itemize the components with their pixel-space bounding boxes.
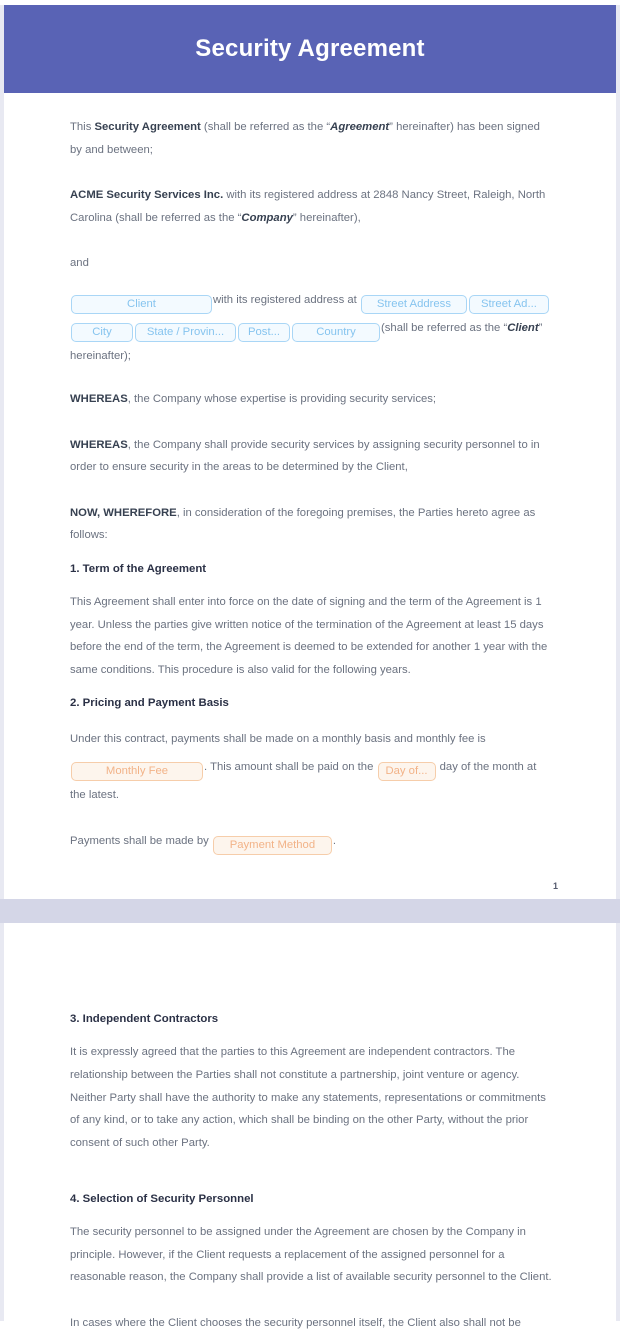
now-wherefore-bold: NOW, WHEREFORE — [70, 506, 177, 519]
section-2-line1-pre: Under this contract, payments shall be made on a monthly basis and monthly fee is — [70, 733, 486, 746]
document-header-banner — [4, 5, 616, 93]
now-wherefore-rest: , in consideration of the foregoing premises, the Parties hereto agree as follows: — [70, 506, 536, 542]
section-4-body-2-partial: In cases where the Client chooses the security personnel itself, the Client also shall not be — [70, 1317, 521, 1330]
company-ital-company: Company — [241, 211, 293, 224]
whereas-1-rest: , the Company whose expertise is providing security services; — [127, 392, 437, 405]
page-break-gap — [0, 899, 620, 923]
city-field[interactable]: City — [71, 323, 133, 342]
section-2-line2-pre: Payments shall be made by — [70, 835, 209, 848]
client-line-text-between: with its registered address at — [213, 293, 357, 306]
client-line-suffix-post: ” hereinafter); — [70, 321, 543, 362]
section-4-body: The security personnel to be assigned under the Agreement are chosen by the Company in principle. However, if the Client requests a replacement of the assigned personnel for a reasonable reason, the Company shall provide a list of available security personnel to the Client. — [70, 1226, 552, 1284]
whereas-2-bold: WHEREAS — [70, 438, 128, 451]
day-of-month-field[interactable]: Day of... — [378, 762, 436, 781]
section-2-line2-post: . — [332, 835, 337, 848]
country-field[interactable]: Country — [292, 323, 380, 342]
page-1-body — [4, 93, 616, 873]
intro-bold-security-agreement: Security Agreement — [94, 121, 201, 133]
section-2-line1-post: day of the month at the latest. — [70, 761, 537, 802]
section-4-heading: 4. Selection of Security Personnel — [70, 1193, 254, 1206]
paragraph-now-wherefore — [70, 502, 552, 547]
client-details-line — [70, 286, 552, 370]
section-2-heading: 2. Pricing and Payment Basis — [70, 697, 229, 710]
section-2-payment-method-line — [70, 827, 552, 855]
company-mid-2: ” hereinafter), — [292, 211, 361, 224]
section-3-heading: 3. Independent Contractors — [70, 1013, 219, 1026]
company-bold-name: ACME Security Services Inc. — [70, 189, 224, 202]
section-1-body: This Agreement shall enter into force on the date of signing and the term of the Agreement is 1 year. Unless the parties give written notice of the termination of the Agreement at least 15 days before the end of the term, the Agreement is deemed to be extended for another 1 year with the same conditions. This procedure is also valid for the following years. — [70, 595, 548, 676]
paragraph-and: and — [70, 257, 89, 270]
street-address-line-2-field[interactable]: Street Ad... — [469, 295, 549, 314]
paragraph-intro — [70, 116, 552, 161]
section-2-line1-mid: . This amount shall be paid on the — [204, 761, 374, 774]
section-2-payment-line — [70, 725, 552, 809]
document-page-1 — [4, 5, 616, 899]
monthly-fee-field[interactable]: Monthly Fee — [71, 762, 203, 781]
document-viewport[interactable] — [0, 5, 620, 1330]
document-page-2 — [4, 923, 616, 1334]
whereas-1-bold: WHEREAS — [70, 392, 128, 405]
company-mid-1: with its registered address at 2848 Nancy Street, Raleigh, North Carolina (shall be referred as the “ — [70, 189, 546, 224]
paragraph-whereas-2 — [70, 434, 552, 479]
street-address-field[interactable]: Street Address — [361, 295, 467, 314]
intro-mid-2: ” hereinafter) has been signed by and between; — [70, 121, 540, 156]
section-3-body: It is expressly agreed that the parties to this Agreement are independent contractors. The relationship between the Parties shall not constitute a partnership, joint venture or agency. Neither Party shall have the authority to make any statements, representations or commitments of any kind, or to take any action, which shall be binding on the other Party, without the prior consent of such other Party. — [70, 1046, 546, 1149]
intro-mid-1: (shall be referred as the “ — [200, 121, 331, 133]
section-1-heading: 1. Term of the Agreement — [70, 562, 207, 575]
state-province-field[interactable]: State / Provin... — [135, 323, 236, 342]
client-line-suffix-pre: (shall be referred as the “ — [381, 321, 508, 334]
client-name-field[interactable]: Client — [71, 295, 212, 314]
postal-code-field[interactable]: Post... — [238, 323, 290, 342]
intro-pre: This — [70, 121, 95, 133]
whereas-2-rest: , the Company shall provide security services by assigning security personnel to in order to ensure security in the areas to be determined by the Client, — [70, 438, 540, 474]
client-line-ital-client: Client — [507, 321, 539, 334]
payment-method-field[interactable]: Payment Method — [213, 836, 332, 855]
paragraph-whereas-1 — [70, 388, 552, 411]
intro-ital-agreement: Agreement — [330, 121, 390, 133]
page-2-body — [4, 1008, 616, 1334]
page-title: Security Agreement — [195, 35, 425, 62]
paragraph-company — [70, 184, 552, 229]
page-number-1: 1 — [552, 881, 558, 892]
